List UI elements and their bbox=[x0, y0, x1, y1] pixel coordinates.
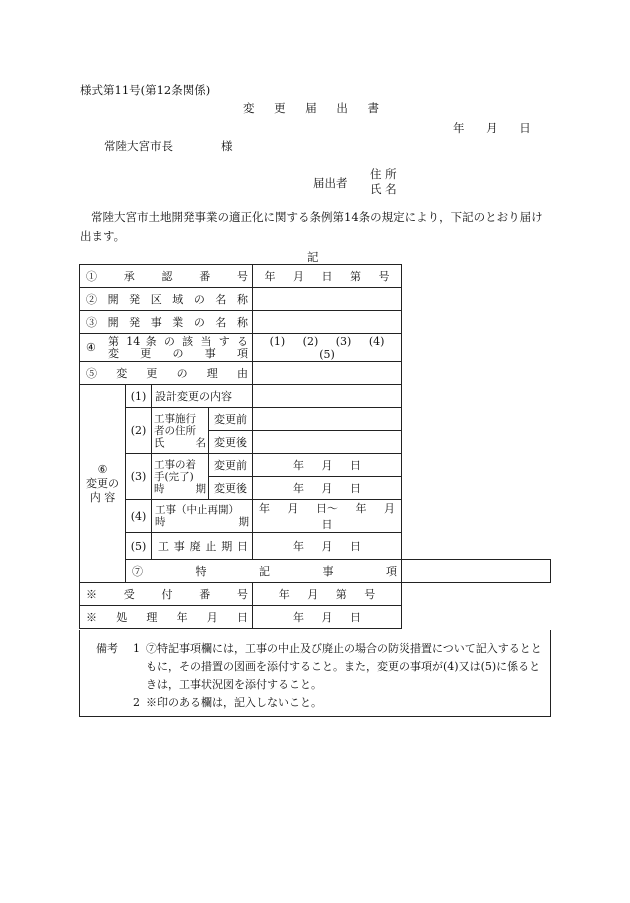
start-period-label bbox=[152, 454, 209, 500]
row-change-items bbox=[80, 334, 551, 362]
ki-heading: 記 bbox=[307, 250, 319, 264]
contractor-after-label: 変更後 bbox=[209, 431, 253, 454]
processing-date-value: 年 月 日 bbox=[253, 606, 402, 629]
row-abolition bbox=[80, 533, 551, 560]
change-items-label bbox=[80, 334, 253, 362]
document-title: 変 更 届 出 書 bbox=[242, 101, 388, 115]
change-content-line2: 内 容 bbox=[89, 490, 116, 504]
sub2-number: (2) bbox=[126, 408, 152, 454]
row-special-notes bbox=[80, 560, 551, 583]
approval-number-label: ① 承 認 番 号 bbox=[80, 265, 253, 288]
approval-number-value[interactable]: 年 月 日 第 号 bbox=[253, 265, 402, 288]
project-name-label: ③ 開 発 事 業 の 名 称 bbox=[80, 311, 253, 334]
remarks-box bbox=[79, 630, 551, 717]
design-change-value[interactable] bbox=[253, 385, 402, 408]
row-area-name bbox=[80, 288, 551, 311]
address-label: 住 所 bbox=[370, 167, 397, 181]
honorific: 様 bbox=[221, 139, 233, 153]
contractor-line2: 者の住所 bbox=[154, 424, 196, 437]
special-notes-value[interactable] bbox=[402, 560, 551, 583]
row-reception-number bbox=[80, 583, 551, 606]
change-content-number: ⑥ bbox=[97, 462, 108, 476]
suspension-label bbox=[152, 500, 253, 533]
start-after-label: 変更後 bbox=[209, 477, 253, 500]
change-items-options[interactable]: (1) (2) (3) (4) (5) bbox=[253, 334, 402, 362]
start-period-line2: 手(完了) bbox=[154, 470, 194, 483]
notifier-label: 届出者 bbox=[313, 176, 348, 190]
start-before-label: 変更前 bbox=[209, 454, 253, 477]
project-name-value[interactable] bbox=[253, 311, 402, 334]
sub5-number: (5) bbox=[126, 533, 152, 560]
remark-1-number: 1 bbox=[133, 642, 140, 655]
start-after-date[interactable]: 年 月 日 bbox=[253, 477, 402, 500]
reception-number-label: ※ 受 付 番 号 bbox=[80, 583, 253, 606]
abolition-label: 工 事 廃 止 期 日 bbox=[152, 533, 253, 560]
change-items-line2: 変 更 の 事 項 bbox=[108, 346, 248, 360]
contractor-label bbox=[152, 408, 209, 454]
remark-2-number: 2 bbox=[133, 696, 140, 709]
row-design-change bbox=[80, 385, 551, 408]
notification-table bbox=[79, 264, 551, 629]
processing-date-label: ※ 処 理 年 月 日 bbox=[80, 606, 253, 629]
remark-2-text: ※印のある欄は，記入しないこと。 bbox=[146, 696, 322, 709]
suspension-dates[interactable]: 年 月 日～ 年 月 日 bbox=[253, 500, 402, 533]
contractor-line3: 氏 名 bbox=[154, 436, 206, 449]
change-reason-label: ⑤ 変 更 の 理 由 bbox=[80, 362, 253, 385]
remarks-label: 備考 bbox=[96, 642, 118, 655]
row-project-name bbox=[80, 311, 551, 334]
row-approval-number bbox=[80, 265, 551, 288]
change-content-label bbox=[80, 385, 126, 583]
contractor-before-label: 変更前 bbox=[209, 408, 253, 431]
change-items-number: ④ bbox=[86, 341, 96, 354]
contractor-line1: 工事施行 bbox=[154, 412, 196, 425]
row-change-reason bbox=[80, 362, 551, 385]
intro-text: 常陸大宮市土地開発事業の適正化に関する条例第14条の規定により，下記のとおり届け出ます。 bbox=[80, 210, 543, 243]
suspension-line2: 時 期 bbox=[155, 516, 249, 528]
change-items-line1: 第 14 条 の 該 当 す る bbox=[108, 334, 248, 348]
contractor-before-value[interactable] bbox=[253, 408, 402, 431]
row-contractor-before bbox=[80, 408, 551, 431]
sub1-number: (1) bbox=[126, 385, 152, 408]
sub3-number: (3) bbox=[126, 454, 152, 500]
remark-1-text: ⑦特記事項欄には，工事の中止及び廃止の場合の防災措置について記入するとともに，その措置の図画を添付すること。また，変更の事項が(4)又は(5)に係るときは，工事状況図を添付すること。 bbox=[146, 642, 542, 691]
change-content-line1: 変更の bbox=[86, 476, 119, 490]
area-name-label: ② 開 発 区 域 の 名 称 bbox=[80, 288, 253, 311]
row-processing-date bbox=[80, 606, 551, 629]
start-period-line1: 工事の着 bbox=[154, 458, 196, 471]
row-suspension bbox=[80, 500, 551, 533]
form-number: 様式第11号(第12条関係) bbox=[80, 83, 211, 97]
design-change-label: 設計変更の内容 bbox=[152, 385, 253, 408]
reception-number-value: 年 月 第 号 bbox=[253, 583, 402, 606]
area-name-value[interactable] bbox=[253, 288, 402, 311]
name-label: 氏 名 bbox=[370, 182, 397, 196]
notifier-fields bbox=[370, 167, 397, 197]
special-notes-label: ⑦ 特 記 事 項 bbox=[126, 560, 402, 583]
addressee-name: 常陸大宮市長 bbox=[104, 139, 173, 153]
suspension-line1: 工事（中止再開） bbox=[155, 504, 239, 516]
abolition-date[interactable]: 年 月 日 bbox=[253, 533, 402, 560]
addressee bbox=[104, 138, 233, 154]
start-before-date[interactable]: 年 月 日 bbox=[253, 454, 402, 477]
submission-date: 年 月 日 bbox=[453, 121, 531, 135]
change-reason-value[interactable] bbox=[253, 362, 402, 385]
sub4-number: (4) bbox=[126, 500, 152, 533]
contractor-after-value[interactable] bbox=[253, 431, 402, 454]
start-period-line3: 時 期 bbox=[154, 482, 206, 495]
row-start-before bbox=[80, 454, 551, 477]
